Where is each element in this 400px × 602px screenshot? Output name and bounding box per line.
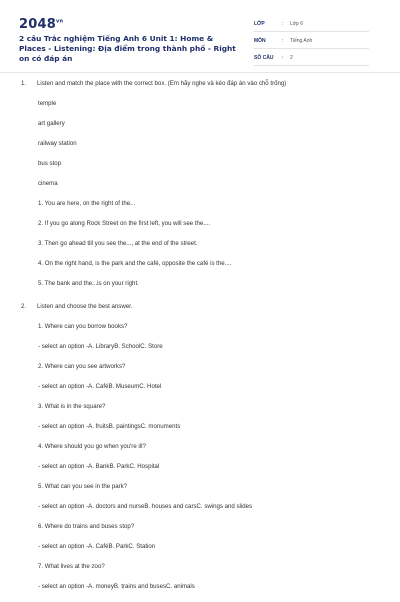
answer-option-cinema[interactable]: cinema bbox=[38, 180, 58, 187]
drop-sentence[interactable]: 4. On the right hand, is the park and the café, opposite the café is the.... bbox=[38, 260, 232, 267]
answer-select[interactable]: - select an option -A. fruitsB. paintingsC. monuments bbox=[38, 423, 181, 430]
answer-option-art-gallery[interactable]: art gallery bbox=[38, 120, 65, 127]
header-divider bbox=[0, 72, 400, 73]
meta-key: LỚP bbox=[254, 20, 265, 27]
drop-sentence[interactable]: 1. You are here, on the right of the... bbox=[38, 200, 136, 207]
question-2 bbox=[21, 302, 381, 592]
meta-colon: : bbox=[282, 37, 284, 44]
sub-question: 4. Where should you go when you're ill? bbox=[38, 443, 146, 450]
question-number: 2. bbox=[21, 303, 27, 310]
answer-option-temple[interactable]: temple bbox=[38, 100, 57, 107]
meta-key: SỐ CÂU bbox=[254, 54, 274, 61]
answer-select[interactable]: - select an option -A. BankB. ParkC. Hospital bbox=[38, 463, 160, 470]
sub-question: 7. What lives at the zoo? bbox=[38, 563, 105, 570]
question-heading bbox=[21, 302, 381, 312]
answer-option-bus-stop[interactable]: bus stop bbox=[38, 160, 62, 167]
question-list bbox=[21, 79, 381, 602]
sub-question: 5. What can you see in the park? bbox=[38, 483, 128, 490]
meta-colon: : bbox=[282, 20, 284, 27]
question-prompt: Listen and match the place with the correct box. (Em hãy nghe và kéo đáp án vào chỗ trống) bbox=[37, 80, 287, 87]
answer-option-railway-station[interactable]: railway station bbox=[38, 140, 77, 147]
answer-select[interactable]: - select an option -A. CaféB. ParkC. Station bbox=[38, 543, 156, 550]
answer-select[interactable]: - select an option -A. doctors and nurseB. houses and carsC. swings and slides bbox=[38, 503, 253, 510]
question-1 bbox=[21, 79, 381, 289]
question-heading bbox=[21, 79, 381, 89]
logo-text: 2048 bbox=[19, 17, 56, 32]
document-title: 2 câu Trắc nghiệm Tiếng Anh 6 Unit 1: Home & Places - Listening: Địa điểm trong thành phố - Right on có đáp án bbox=[19, 34, 236, 63]
sub-question: 3. What is in the square? bbox=[38, 403, 106, 410]
document-header bbox=[19, 14, 389, 62]
meta-value: Tiếng Anh bbox=[290, 37, 313, 44]
meta-row-subject bbox=[254, 33, 369, 49]
meta-value: 2 bbox=[290, 54, 293, 61]
meta-row-class bbox=[254, 16, 369, 32]
drop-sentence[interactable]: 2. If you go along Rock Street on the first left, you will see the.... bbox=[38, 220, 211, 227]
meta-row-count bbox=[254, 50, 369, 66]
sub-question: 1. Where can you borrow books? bbox=[38, 323, 128, 330]
meta-colon: : bbox=[282, 54, 284, 61]
drop-sentence[interactable]: 3. Then go ahead till you see the..., at the end of the street. bbox=[38, 240, 198, 247]
answer-select[interactable]: - select an option -A. LibraryB. SchoolC. Store bbox=[38, 343, 163, 350]
drop-sentence[interactable]: 5. The bank and the...is on your right. bbox=[38, 280, 139, 287]
question-prompt: Listen and choose the best answer. bbox=[37, 303, 133, 310]
sub-question: 6. Where do trains and buses stop? bbox=[38, 523, 135, 530]
logo-suffix: vn bbox=[55, 18, 64, 25]
document-meta bbox=[254, 16, 369, 67]
question-number: 1. bbox=[21, 80, 27, 87]
answer-select[interactable]: - select an option -A. CaféB. MuseumC. Hotel bbox=[38, 383, 162, 390]
site-logo[interactable] bbox=[19, 17, 63, 32]
answer-select[interactable]: - select an option -A. moneyB. trains and busesC. animals bbox=[38, 583, 195, 590]
sub-question: 2. Where can you see artworks? bbox=[38, 363, 126, 370]
meta-value: Lớp 6 bbox=[290, 20, 304, 27]
meta-key: MÔN bbox=[254, 37, 266, 44]
